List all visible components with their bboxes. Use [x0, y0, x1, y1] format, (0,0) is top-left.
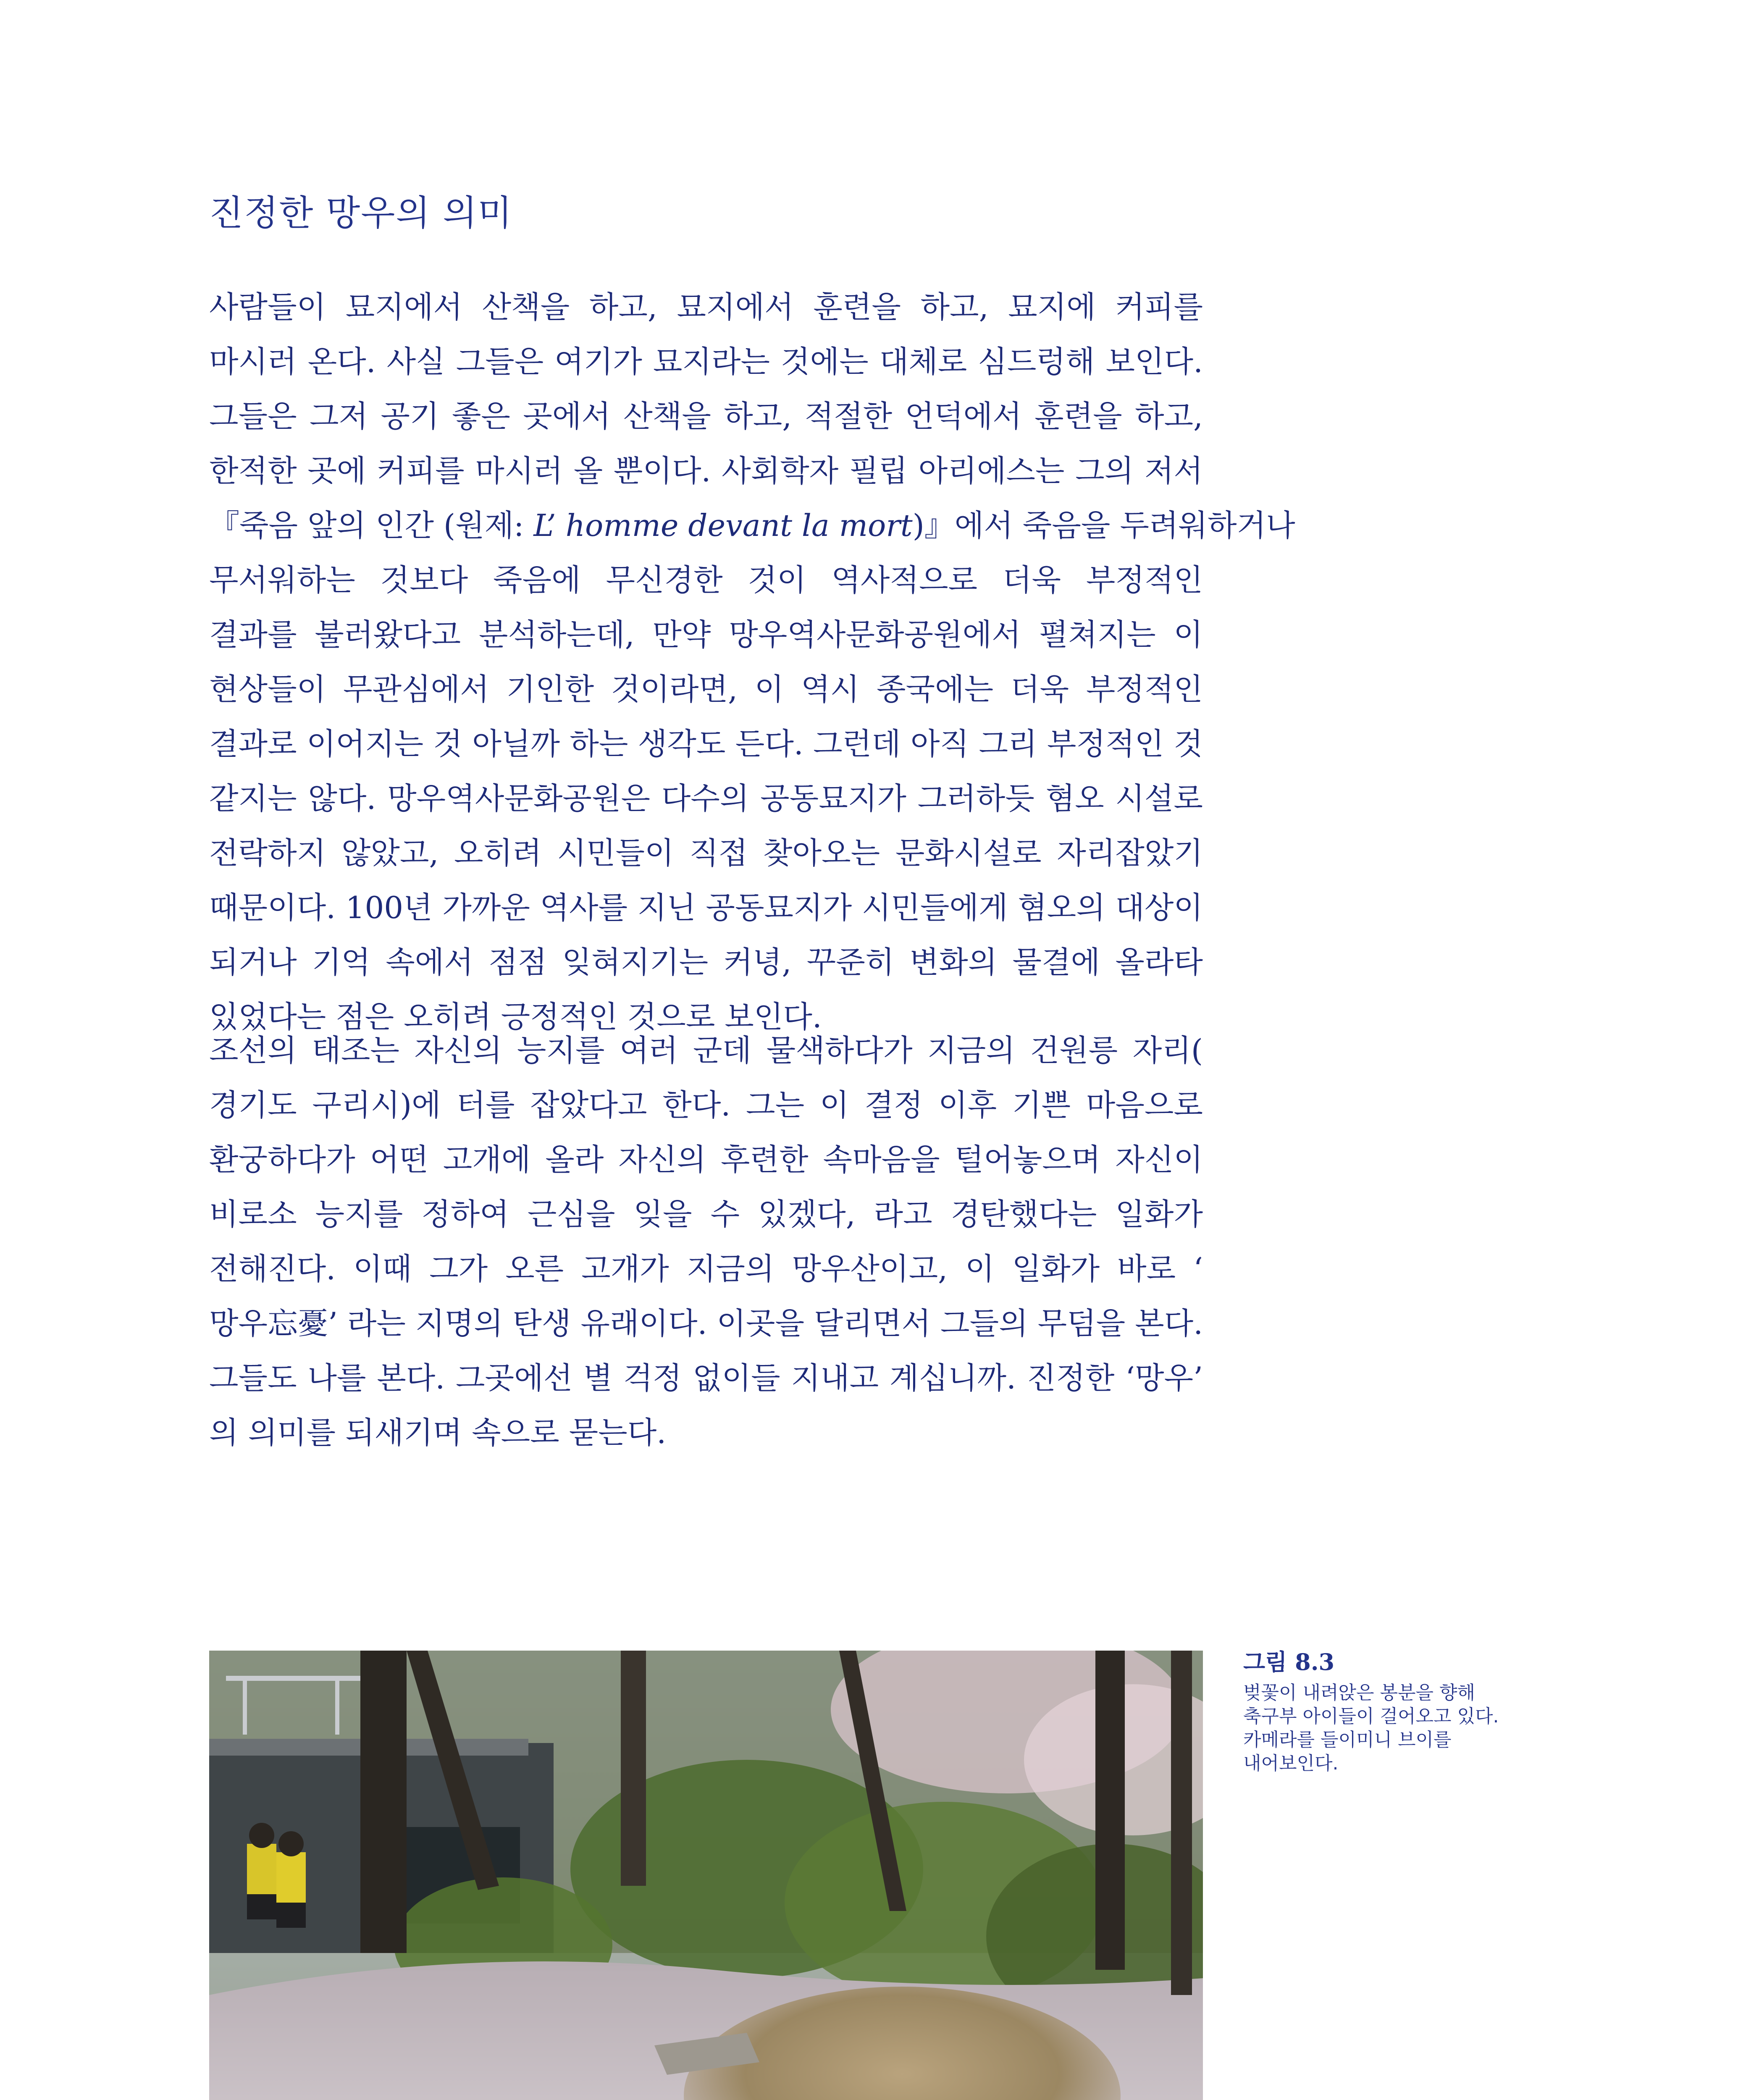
- paragraph-line: 사람들이 묘지에서 산책을 하고, 묘지에서 훈련을 하고, 묘지에 커피를: [209, 289, 1203, 325]
- figure-label: 그림 8.3: [1243, 1648, 1335, 1675]
- paragraph-line: 전해진다. 이때 그가 오른 고개가 지금의 망우산이고, 이 일화가 바로 ‘: [209, 1251, 1203, 1286]
- section-heading: 진정한 망우의 의미: [209, 192, 513, 234]
- paragraph-line: 같지는 않다. 망우역사문화공원은 다수의 공동묘지가 그러하듯 혐오 시설로: [209, 781, 1203, 816]
- paragraph-line: 망우忘憂’ 라는 지명의 탄생 유래이다. 이곳을 달리면서 그들의 무덤을 본다.: [209, 1306, 1203, 1341]
- book-title-original: L’ homme devant la mort: [533, 508, 913, 543]
- paragraph-line: 결과로 이어지는 것 아닐까 하는 생각도 든다. 그런데 아직 그리 부정적인 것: [209, 726, 1203, 761]
- paragraph-1: [209, 280, 1295, 1044]
- paragraph-line: 때문이다. 100년 가까운 역사를 지닌 공동묘지가 시민들에게 혐오의 대상이: [209, 890, 1203, 925]
- cemetery-photo-illustration: [209, 1651, 1203, 2100]
- paragraph-line: 조선의 태조는 자신의 능지를 여러 군데 물색하다가 지금의 건원릉 자리(: [209, 1033, 1203, 1068]
- paragraph-line: 결과를 불러왔다고 분석하는데, 만약 망우역사문화공원에서 펼쳐지는 이: [209, 617, 1203, 652]
- caption-text: [1243, 1681, 1562, 1775]
- paragraph-line: 무서워하는 것보다 죽음에 무신경한 것이 역사적으로 더욱 부정적인: [209, 562, 1203, 598]
- paragraph-line: 그들은 그저 공기 좋은 곳에서 산책을 하고, 적절한 언덕에서 훈련을 하고,: [209, 399, 1203, 434]
- paragraph-line: 되거나 기억 속에서 점점 잊혀지기는 커녕, 꾸준히 변화의 물결에 올라타: [209, 945, 1203, 980]
- paragraph-line: 한적한 곳에 커피를 마시러 올 뿐이다. 사회학자 필립 아리에스는 그의 저서: [209, 453, 1203, 488]
- paragraph-line: 비로소 능지를 정하여 근심을 잊을 수 있겠다, 라고 경탄했다는 일화가: [209, 1197, 1203, 1232]
- paragraph-line-with-title: [209, 498, 1295, 553]
- paragraph-2: [209, 1023, 1203, 1460]
- paragraph-line: 있었다는 점은 오히려 긍정적인 것으로 보인다.: [209, 999, 822, 1034]
- figure-caption: [1243, 1648, 1562, 1775]
- paragraph-line: 그들도 나를 본다. 그곳에선 별 걱정 없이들 지내고 계십니까. 진정한 ‘망우’: [209, 1360, 1203, 1396]
- caption-line: 내어보인다.: [1243, 1753, 1339, 1774]
- paragraph-line: 현상들이 무관심에서 기인한 것이라면, 이 역시 종국에는 더욱 부정적인: [209, 672, 1203, 707]
- caption-line: 카메라를 들이미니 브이를: [1243, 1729, 1452, 1751]
- line-suffix: )』에서 죽음을 두려워하거나: [912, 508, 1295, 543]
- paragraph-line: 경기도 구리시)에 터를 잡았다고 한다. 그는 이 결정 이후 기쁜 마음으로: [209, 1087, 1203, 1123]
- paragraph-line: 의 의미를 되새기며 속으로 묻는다.: [209, 1415, 667, 1450]
- figure-photo: [209, 1651, 1203, 2100]
- paragraph-line: 마시러 온다. 사실 그들은 여기가 묘지라는 것에는 대체로 심드렁해 보인다.: [209, 344, 1203, 379]
- caption-line: 벚꽃이 내려앉은 봉분을 향해: [1243, 1682, 1476, 1704]
- paragraph-line: 환궁하다가 어떤 고개에 올라 자신의 후련한 속마음을 털어놓으며 자신이: [209, 1142, 1203, 1177]
- line-prefix: 『죽음 앞의 인간 (원제:: [209, 508, 534, 543]
- caption-line: 축구부 아이들이 걸어오고 있다.: [1243, 1706, 1499, 1727]
- paragraph-line: 전락하지 않았고, 오히려 시민들이 직접 찾아오는 문화시설로 자리잡았기: [209, 835, 1203, 871]
